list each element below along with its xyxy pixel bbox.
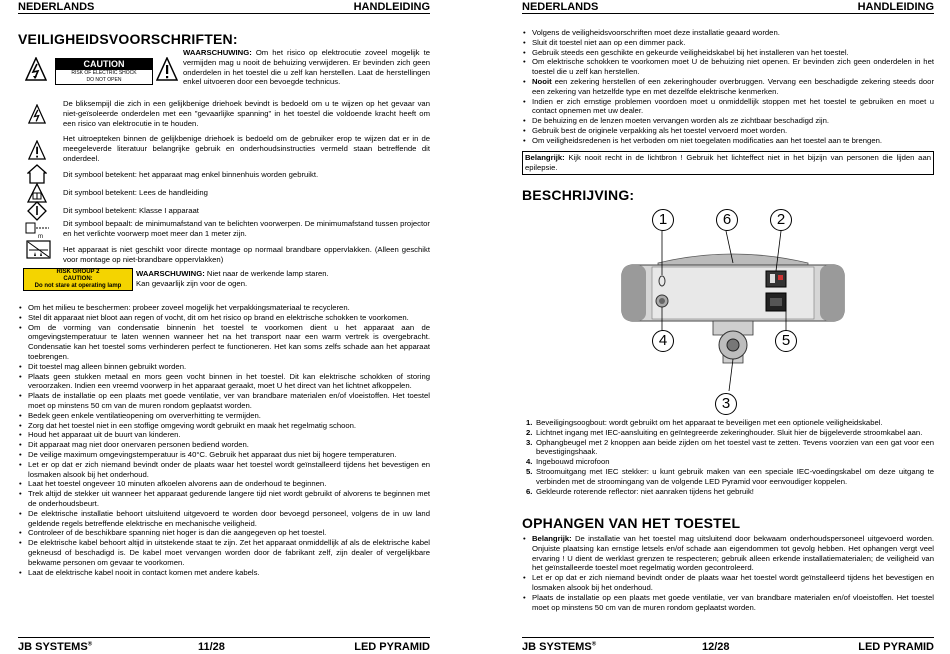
page-header: [522, 0, 934, 14]
list-item: • Houd het apparaat uit de buurt van kinderen.: [18, 430, 430, 440]
list-item-text: Plaats de installatie op een plaats met goede ventilatie, ver van brandbare materialen en/of vloeistoffen. Het toestel moet op minstens 50 cm van de muren rondom geplaatst worden.: [532, 592, 934, 612]
list-item: [522, 126, 934, 136]
item-text: Beveiligingsoogbout: wordt gebruikt om het apparaat te beveiligen met een optionele veiligheidskabel.: [536, 418, 883, 427]
list-item: [526, 467, 934, 487]
description-list: [526, 418, 934, 496]
list-item-text: Om veiligheidsredenen is het verboden om niet toegelaten modificaties aan het toestel aan te brengen.: [532, 135, 883, 145]
item-text: Lichtnet ingang met IEC-aansluiting en geïntegreerde zekeringhouder. Sluit hier de bijgeleverde stroomkabel aan.: [536, 427, 923, 437]
warning-text: Om het risico op elektrocutie zoveel mogelijk te vermijden mag u nooit de behuizing verwijderen. Er bevinden zich geen onderdelen in het toestel die u zelf kan herstellen. Laat de herstellingen enkel uitvoeren door een bevoegde technicus.: [183, 48, 430, 87]
list-item: [526, 428, 934, 438]
item-text: Gekleurde roterende reflector: niet aanraken tijdens het gebruik!: [536, 486, 754, 496]
callout-5: 5: [775, 330, 797, 352]
header-language: NEDERLANDS: [18, 1, 95, 13]
list-item-text: De installatie van het toestel mag uitsluitend door bekwaam onderhoudspersoneel uitgevoerd worden. Onjuiste plaatsing kan ernstige letsels en/of schade aan eigendommen tot gevolg hebben. Het ophangen vergt veel ervaring ! U dient de werklast grenzen te respecteren; gebruik alleen erkende installatiematerialen; de veiligheid van het geïnstalleerde toestel moet regelmatig worden gecontroleerd.: [532, 534, 934, 573]
list-item: • De elektrische kabel behoort altijd in uitstekende staat te zijn. Zet het apparaat onmiddellijk af als de elektrische kabel gekneusd of beschadigd is. De kabel moet vervangen worden door de fabrikant zelf, zijn dealer of vergelijkbare bekwame personen om gevaar te voorkomen.: [18, 538, 430, 567]
symbol-text-manual: Dit symbool betekent: Lees de handleiding: [63, 188, 208, 197]
footer-product: LED PYRAMID: [354, 641, 430, 653]
footer-product: LED PYRAMID: [858, 641, 934, 653]
item-text: Ophangbeugel met 2 knoppen aan beide zijden om het toestel vast te zetten. Tevens voorzien van een gat voor een bevestigingshaak.: [536, 437, 934, 457]
callout-1: 1: [652, 209, 674, 231]
lightning-triangle-icon: [25, 57, 47, 86]
list-item: • Laat het toestel ongeveer 10 minuten afkoelen alvorens aan de onderhoud te beginnen.: [18, 479, 430, 489]
warning-lamp: [136, 269, 430, 289]
list-item: • Bedek geen enkele ventilatieopening om oververhitting te vermijden.: [18, 411, 430, 421]
hanging-title: OPHANGEN VAN HET TOESTEL: [522, 515, 741, 531]
exclamation-triangle-icon: [28, 140, 46, 165]
list-item: [526, 487, 934, 497]
list-item-text: Gebruik best de originele verpakking als het toestel vervoerd moet worden.: [532, 125, 788, 135]
list-item: [522, 534, 934, 573]
safety-bullet-list: [18, 303, 430, 577]
symbol-text-distance: Dit symbool bepaalt: de minimumafstand van te belichten voorwerpen. De minimumafstand tussen projector en het verlichte voorwerp moet meer dan 1 meter zijn.: [63, 219, 430, 238]
item-number: 5.: [526, 466, 533, 476]
important-label: Belangrijk:: [525, 153, 565, 162]
footer-brand: [522, 641, 596, 653]
list-item: • Om de vorming van condensatie binnenin het toestel te voorkomen dient u het apparaat aan de omgevingstemperatuur te laten wennen wanneer het na het transport naar een warm vertrek is overgebracht. Condensatie kan het toestel soms verhinderen perfect te functioneren. Het kan soms zelfs schade aan het apparaat toebrengen.: [18, 323, 430, 362]
callout-3: 3: [715, 393, 737, 415]
page-number: 12/28: [702, 641, 730, 653]
hanging-bullet-list: [522, 534, 934, 612]
warning2-label: WAARSCHUWING:: [136, 269, 205, 278]
list-item: • Plaats de installatie op een plaats met goede ventilatie, ver van brandbare materialen en/of vloeistoffen. Het toestel moet op minstens 50 cm van de muren rondom geplaatst worden.: [18, 391, 430, 411]
list-item: [522, 116, 934, 126]
list-item-text: Om elektrische schokken te voorkomen moet U de behuizing niet openen. Er bevinden zich geen onderdelen in het toestel die u zelf kan herstellen.: [532, 57, 934, 77]
registered-mark: ®: [87, 641, 93, 648]
right-page: [522, 0, 934, 654]
list-item: • Dit toestel mag alleen binnen gebruikt worden.: [18, 362, 430, 372]
lightning-triangle-icon: [28, 104, 46, 129]
page-header: [18, 0, 430, 14]
page-number: 11/28: [198, 641, 225, 653]
safety-bullet-list-continued: [522, 28, 934, 146]
list-item: [526, 457, 934, 467]
risk-line-1: RISK GROUP 2: [56, 269, 100, 275]
list-item: [526, 418, 934, 428]
symbol-text-indoor: Dit symbool betekent: het apparaat mag enkel binnenhuis worden gebruikt.: [63, 170, 319, 179]
header-manual: HANDLEIDING: [857, 1, 934, 13]
left-page: [18, 0, 430, 654]
list-item: • Om het milieu te beschermen: probeer zoveel mogelijk het verpakkingsmateriaal te recycleren.: [18, 303, 430, 313]
page-footer: [18, 637, 430, 654]
item-number: 4.: [526, 457, 533, 467]
list-item: • Zorg dat het toestel niet in een stoffige omgeving wordt gebruikt en maak het regelmatig schoon.: [18, 421, 430, 431]
important-text: Kijk nooit recht in de lichtbron ! Gebruik het lichteffect niet in het bijzijn van personen die lijden aan epilepsie.: [525, 153, 931, 172]
list-item: • Controleer of de beschikbare spanning niet hoger is dan die aangegeven op het toestel.: [18, 528, 430, 538]
list-item: • De elektrische installatie behoort uitsluitend uitgevoerd te worden door bevoegd personeel, volgens de in uw land geldende regels betreffende elektrische en mechanische veiligheid.: [18, 509, 430, 529]
warning2-line2: Kan gevaarlijk zijn voor de ogen.: [136, 278, 248, 288]
caution-sub1: RISK OF ELECTRIC SHOCK: [71, 70, 137, 76]
registered-mark: ®: [591, 641, 597, 648]
device-illustration: [618, 205, 848, 415]
symbol-text-exclamation: Het uitroepteken binnen de gelijkbenige driehoek is bedoeld om de gebruiker erop te wijzen dat er in de meegeleverde literatuur belangrijke gebruik en onderhoudsinstructies vermeld staan betreffende dit onderdeel.: [63, 134, 430, 163]
list-item: [522, 97, 934, 117]
item-number: 1.: [526, 418, 533, 427]
footer-brand: [18, 641, 92, 653]
footer-brand-text: JB SYSTEMS: [522, 641, 592, 653]
list-item: [526, 438, 934, 458]
svg-text:m: m: [38, 234, 43, 240]
description-title: BESCHRIJVING:: [522, 187, 635, 203]
caution-label: [55, 58, 153, 85]
list-item-text: Let er op dat er zich niemand bevindt onder de plaats waar het toestel wordt geïnstalleerd tijdens het bevestigen en losmaken alsook bij het onderhoud.: [532, 573, 934, 592]
risk-line-2: CAUTION:: [63, 276, 93, 282]
page-footer: [522, 637, 934, 654]
list-item-text: Volgens de veiligheidsvoorschriften moet deze installatie geaard worden.: [532, 28, 780, 37]
risk-line-3: Do not stare at operating lamp: [34, 283, 122, 289]
item-number: 2.: [526, 427, 533, 437]
list-item: • Trek altijd de stekker uit wanneer het apparaat gedurende langere tijd niet wordt gebruikt of alvorens te beginnen met de onderhoudsbeurt.: [18, 489, 430, 509]
callout-4: 4: [652, 330, 674, 352]
list-item: [522, 38, 934, 48]
list-item: • Let er op dat er zich niemand bevindt onder de plaats waar het toestel wordt geïnstalleerd tijdens het bevestigen en losmaken alsook bij het onderhoud.: [18, 460, 430, 480]
item-text: Ingebouwd microfoon: [536, 457, 610, 467]
list-item-bold: Belangrijk:: [532, 534, 572, 543]
list-item: [522, 136, 934, 146]
list-item: [522, 593, 934, 613]
symbol-text-lightning: De bliksempijl die zich in een gelijkbenige driehoek bevindt is bedoeld om u te wijzen op het gevaar van niet-geïsoleerde onderdelen met een "gevaarlijke spanning" in het toestel die voldoende kracht heeft om een risico van elektrocutie in te houden.: [63, 99, 430, 128]
item-text: Stroomuitgang met IEC stekker: u kunt gebruik maken van een speciale IEC-voedingskabel om deze uitgang te verbinden met de stroomingang van de volgende LED Pyramid voor eenvoudiger koppelen.: [536, 466, 934, 486]
list-item: • Stel dit apparaat niet bloot aan regen of vocht, dit om het risico op brand en elektrische schokken te voorkomen.: [18, 313, 430, 323]
list-item-text: Indien er zich ernstige problemen voordoen moet u onmiddellijk stoppen met het toestel te gebruiken en moet u contact opnemen met uw dealer.: [532, 96, 934, 116]
list-item-text: De behuizing en de lenzen moeten vervangen worden als ze zichtbaar beschadigd zijn.: [532, 116, 830, 126]
list-item: [522, 57, 934, 77]
safety-title: VEILIGHEIDSVOORSCHRIFTEN:: [18, 31, 238, 47]
item-number: 6.: [526, 486, 533, 496]
symbol-text-flammable: Het apparaat is niet geschikt voor directe montage op normaal brandbare oppervlakken. (Alleen geschikt voor montage op niet-brandbare oppervlakken): [63, 245, 430, 264]
callout-2: 2: [770, 209, 792, 231]
warning2-text: Niet naar de werkende lamp staren.: [204, 269, 329, 278]
warning-label: WAARSCHUWING:: [183, 48, 252, 57]
list-item: • Dit apparaat mag niet door onervaren personen bediend worden.: [18, 440, 430, 450]
symbol-text-class: Dit symbool betekent: Klasse I apparaat: [63, 206, 199, 215]
list-item: • De veilige maximum omgevingstemperatuur is 40°C. Gebruik het apparaat dus niet bij hogere temperaturen.: [18, 450, 430, 460]
list-item: • Plaats geen stukken metaal en mors geen vocht binnen in het toestel. Dit kan elektrische schokken of storing veroorzaken. Indien een vreemd voorwerp in het apparaat geraakt, moet U het direct van het lichtnet afkoppelen.: [18, 372, 430, 392]
warning-electrocution: [183, 48, 430, 87]
list-item: [522, 28, 934, 38]
list-item-bold: Nooit: [532, 76, 552, 86]
footer-brand-text: JB SYSTEMS: [18, 641, 88, 653]
header-language: NEDERLANDS: [522, 1, 599, 13]
list-item-text: Sluit dit toestel niet aan op een dimmer pack.: [532, 37, 686, 47]
exclamation-triangle-icon: [156, 57, 178, 86]
item-number: 3.: [526, 437, 533, 447]
callout-6: 6: [716, 209, 738, 231]
list-item: • Laat de elektrische kabel nooit in contact komen met andere kabels.: [18, 568, 430, 578]
flammable-surface-icon: [26, 240, 52, 265]
list-item: [522, 48, 934, 58]
list-item-text: Gebruik steeds een geschikte en gekeurde veiligheidskabel bij het installeren van het toestel.: [532, 47, 849, 57]
list-item: [522, 77, 934, 97]
caution-title: CAUTION: [56, 59, 152, 70]
list-item-text: een zekering herstellen of een zekeringhouder overbruggen. Vervang een beschadigde zekering steeds door een zekering van hetzelfde type en met dezelfde elektrische kenmerken.: [532, 76, 935, 96]
list-item: [522, 573, 934, 593]
caution-sub2: DO NOT OPEN: [86, 77, 122, 83]
epilepsy-warning-box: [522, 151, 934, 175]
risk-group-label: [23, 268, 133, 291]
header-manual: HANDLEIDING: [353, 1, 430, 13]
